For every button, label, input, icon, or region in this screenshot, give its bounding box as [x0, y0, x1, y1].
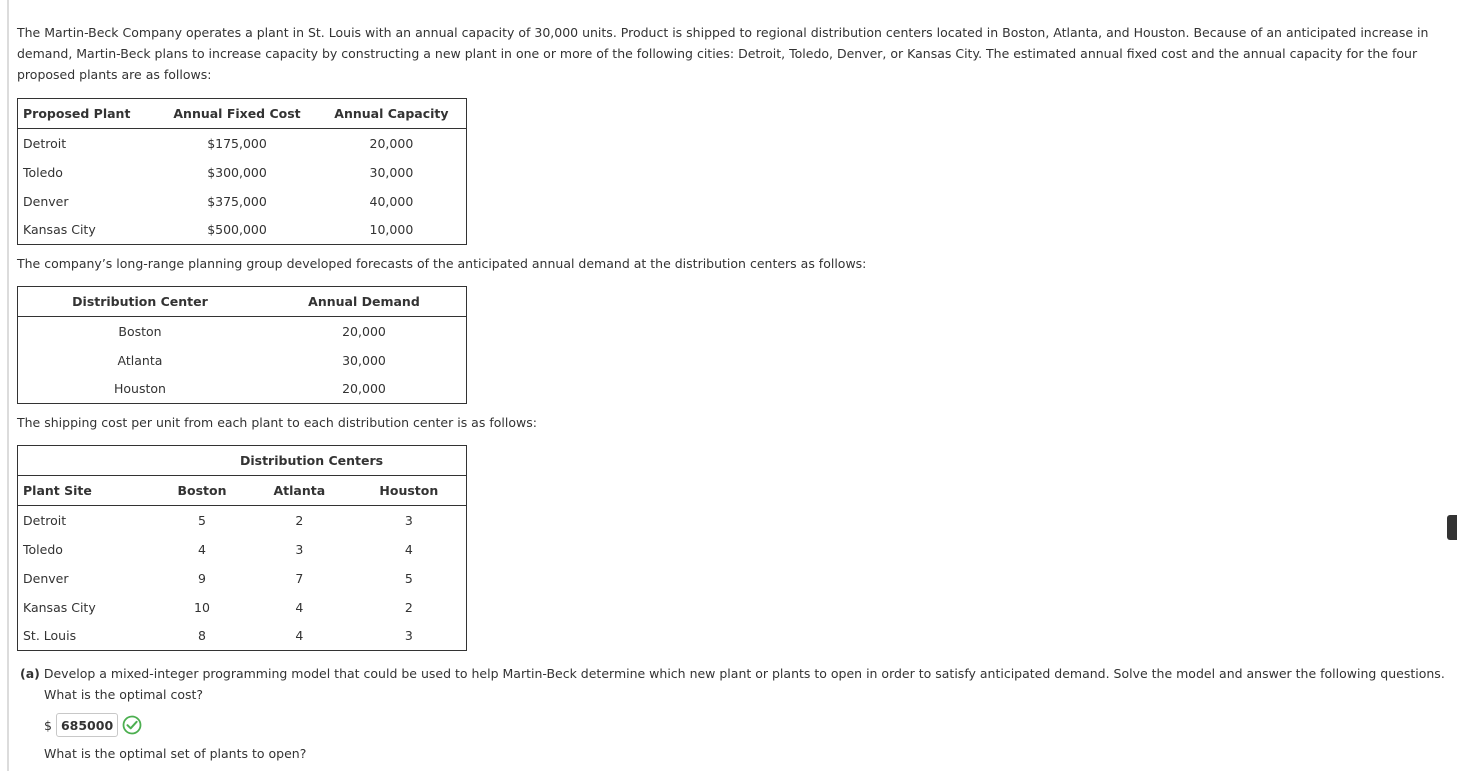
table-cell: 4 — [295, 599, 304, 615]
table-row — [18, 375, 467, 404]
check-circle-icon — [122, 715, 142, 735]
table-cell: $300,000 — [207, 164, 267, 180]
table-cell: 30,000 — [342, 352, 386, 368]
table-cell: Houston — [114, 381, 166, 397]
table-row — [18, 317, 467, 346]
column-header: Annual Demand — [262, 287, 467, 317]
table-header-row — [18, 287, 467, 317]
table-cell: 3 — [295, 541, 304, 557]
table-header-row — [18, 99, 467, 129]
question-a — [20, 663, 1457, 764]
table-row — [18, 187, 467, 216]
table-row — [18, 535, 467, 564]
table-cell: 20,000 — [369, 135, 414, 151]
shipping-intro: The shipping cost per unit from each plant to each distribution center is as follows: — [17, 415, 537, 430]
problem-content — [17, 22, 1457, 764]
table-cell: 3 — [404, 512, 413, 528]
table-row — [18, 158, 467, 187]
table-cell: 5 — [404, 570, 413, 586]
table-cell: Kansas City — [23, 222, 96, 238]
table-row — [18, 593, 467, 622]
table-cell: Toledo — [23, 164, 63, 180]
column-header: Annual Capacity — [317, 99, 467, 129]
question-body: Develop a mixed-integer programming model that could be used to help Martin-Beck determine which new plant or plants to open in order to satisfy anticipated demand. Solve the model and answer the following questions. What is the optimal cost? — [43, 666, 1445, 702]
table-cell: Denver — [23, 570, 69, 586]
table-cell: 20,000 — [342, 323, 386, 339]
currency-symbol: $ — [44, 717, 52, 733]
optimal-cost-input[interactable] — [56, 713, 118, 737]
column-header: Plant Site — [18, 476, 158, 506]
table-cell: Kansas City — [23, 599, 96, 615]
table-cell: 5 — [198, 512, 206, 528]
left-border — [7, 0, 9, 771]
column-header: Houston — [352, 476, 467, 506]
answer-row — [44, 712, 1457, 738]
side-panel-tab[interactable] — [1447, 515, 1457, 540]
group-header: Distribution Centers — [157, 446, 466, 476]
table-row — [18, 346, 467, 375]
intro-paragraph: The Martin-Beck Company operates a plant in St. Louis with an annual capacity of 30,000 units. Product is shipped to regional distribution centers located in Boston, Atlanta, and Houston. Because of an anticipated increase in demand, Martin-Beck plans to increase capacity by constructing a new plant in one or more of the following cities: Detroit, Toledo, Denver, or Kansas City. The estimated annual fixed cost and the annual capacity for the four proposed plants are as follows: — [17, 25, 1429, 82]
table-cell: Detroit — [23, 512, 67, 528]
table-cell: $175,000 — [207, 135, 267, 151]
column-header: Atlanta — [247, 476, 352, 506]
table-cell: 2 — [404, 599, 413, 615]
demand-intro: The company’s long-range planning group developed forecasts of the anticipated annual demand at the distribution centers as follows: — [17, 256, 867, 271]
column-header: Boston — [157, 476, 247, 506]
table-cell: 30,000 — [369, 164, 414, 180]
table-row — [18, 506, 467, 535]
question-a-text — [20, 663, 1450, 705]
table-row — [18, 622, 467, 651]
table-cell: 2 — [295, 512, 304, 528]
table-cell: Detroit — [23, 135, 67, 151]
question-label: (a) — [20, 666, 40, 681]
table-cell: 20,000 — [342, 381, 386, 397]
shipping-cost-table — [17, 445, 467, 651]
table-cell: 4 — [295, 628, 304, 644]
table-header-row — [18, 476, 467, 506]
table-cell: 9 — [198, 570, 206, 586]
table-cell: 4 — [404, 541, 413, 557]
table-cell: Atlanta — [117, 352, 163, 368]
table-row — [18, 564, 467, 593]
table-cell: 8 — [198, 628, 206, 644]
table-cell: Toledo — [23, 541, 63, 557]
column-header: Distribution Center — [18, 287, 262, 317]
table-cell: 10 — [194, 599, 210, 615]
table-cell: 10,000 — [369, 222, 414, 238]
table-cell: 4 — [198, 541, 206, 557]
table-cell: 7 — [295, 570, 304, 586]
table-cell: Denver — [23, 193, 69, 209]
table-cell: 40,000 — [369, 193, 414, 209]
table-cell: 3 — [404, 628, 413, 644]
table-row — [18, 216, 467, 245]
table-cell: Boston — [118, 323, 162, 339]
demand-table — [17, 286, 467, 404]
table-row — [18, 129, 467, 158]
column-header: Proposed Plant — [18, 99, 158, 129]
column-header: Annual Fixed Cost — [157, 99, 317, 129]
table-cell: $375,000 — [207, 193, 267, 209]
table-cell: St. Louis — [23, 628, 77, 644]
table-group-header-row — [18, 446, 467, 476]
followup-question: What is the optimal set of plants to open? — [44, 746, 307, 761]
table-cell: $500,000 — [207, 222, 267, 238]
proposed-plants-table — [17, 98, 467, 245]
